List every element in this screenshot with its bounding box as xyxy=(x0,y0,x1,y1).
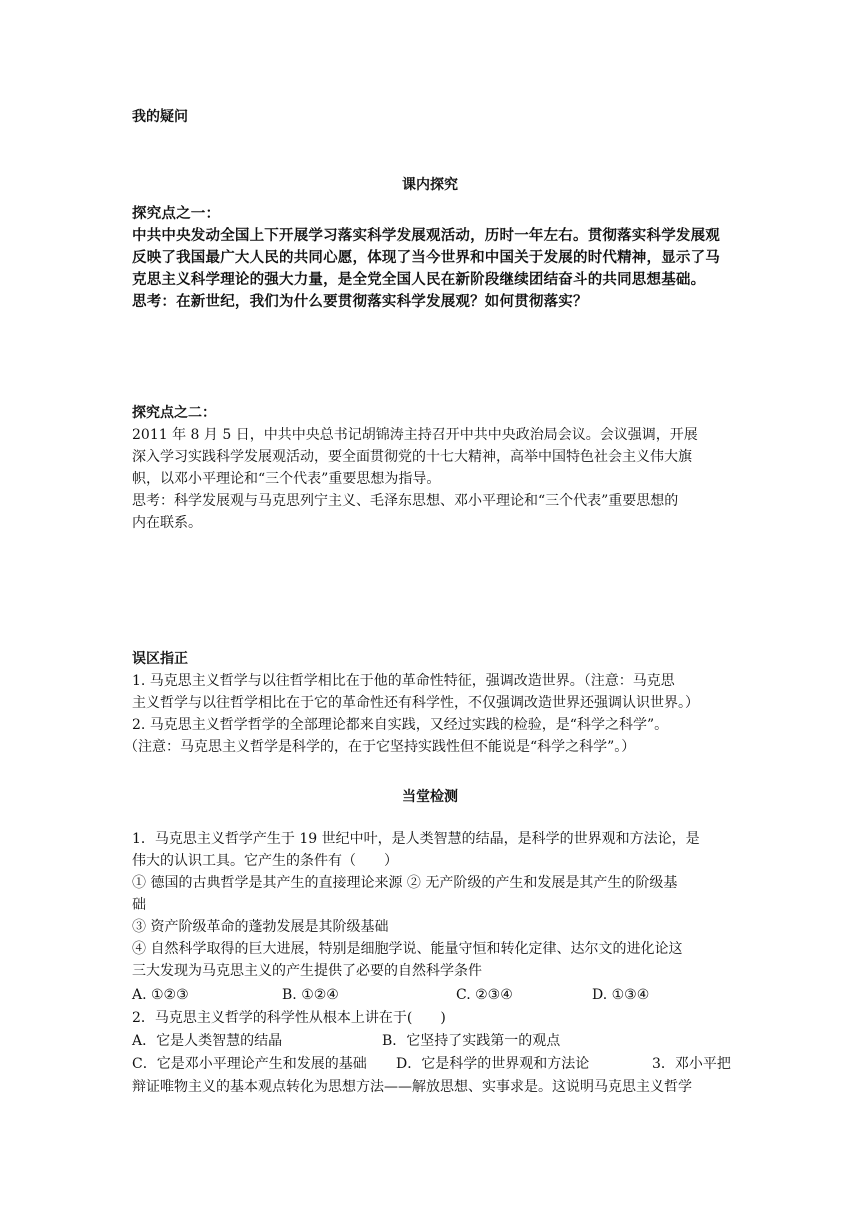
correction-title: 误区指正 xyxy=(132,651,188,667)
section-heading-questions: 我的疑问 xyxy=(132,109,188,125)
q1-option-d: D. ①③④ xyxy=(592,987,650,1003)
section-heading-explore: 课内探究 xyxy=(402,177,458,193)
q1-line: 伟大的认识工具。它产生的条件有（ ） xyxy=(132,853,398,869)
q1-line: 1．马克思主义哲学产生于 19 世纪中叶，是人类智慧的结晶，是科学的世界观和方法论，是 xyxy=(132,831,700,847)
point1-line: 中共中央发动全国上下开展学习落实科学发展观活动，历时一年左右。贯彻落实科学发展观 xyxy=(132,228,720,244)
correction-line: 主义哲学与以往哲学相比在于它的革命性还有科学性，不仅强调改造世界还强调认识世界。） xyxy=(132,695,699,711)
point1-line: 思考：在新世纪，我们为什么要贯彻落实科学发展观？如何贯彻落实？ xyxy=(132,294,588,310)
q1-line: ③ 资产阶级革命的蓬勃发展是其阶级基础 xyxy=(132,919,389,935)
q2-option-b: B．它坚持了实践第一的观点 xyxy=(382,1033,561,1049)
correction-line: （注意：马克思主义哲学是科学的，在于它坚持实践性但不能说是“科学之科学”。） xyxy=(124,739,636,755)
point2-line: 内在联系。 xyxy=(132,515,202,531)
q1-line: ④ 自然科学取得的巨大进展，特别是细胞学说、能量守恒和转化定律、达尔文的进化论这 xyxy=(132,941,683,957)
q1-option-c: C. ②③④ xyxy=(456,987,513,1003)
q2-stem: 2．马克思主义哲学的科学性从根本上讲在于( ) xyxy=(132,1010,446,1026)
q3-start: 3．邓小平把 xyxy=(652,1056,731,1072)
point1-line: 反映了我国最广大人民的共同心愿，体现了当今世界和中国关于发展的时代精神，显示了马 xyxy=(132,250,720,266)
correction-line: 2. 马克思主义哲学哲学的全部理论都来自实践，又经过实践的检验，是“科学之科学”。 xyxy=(132,717,669,733)
point2-line: 深入学习实践科学发展观活动，要全面贯彻党的十七大精神，高举中国特色社会主义伟大旗 xyxy=(132,449,692,465)
q1-line: ① 德国的古典哲学是其产生的直接理论来源 ② 无产阶级的产生和发展是其产生的阶级基 xyxy=(132,875,678,891)
q2-option-c: C．它是邓小平理论产生和发展的基础 xyxy=(132,1056,367,1072)
correction-line: 1. 马克思主义哲学与以往哲学相比在于他的革命性特征，强调改造世界。（注意：马克思 xyxy=(132,673,675,689)
q2-option-d: D．它是科学的世界观和方法论 xyxy=(396,1056,590,1072)
q1-option-a: A. ①②③ xyxy=(132,987,189,1003)
point2-line: 思考：科学发展观与马克思列宁主义、毛泽东思想、邓小平理论和“三个代表”重要思想的 xyxy=(132,493,679,509)
point1-title: 探究点之一： xyxy=(132,206,221,222)
q2-option-a: A．它是人类智慧的结晶 xyxy=(132,1033,283,1049)
q3-line: 辩证唯物主义的基本观点转化为思想方法——解放思想、实事求是。这说明马克思主义哲学 xyxy=(132,1079,692,1095)
q1-option-b: B. ①②④ xyxy=(282,987,339,1003)
point2-title: 探究点之二： xyxy=(132,405,216,421)
q1-line: 础 xyxy=(132,897,146,913)
point2-line: 帜，以邓小平理论和“三个代表”重要思想为指导。 xyxy=(132,471,441,487)
point1-line: 克思主义科学理论的强大力量，是全党全国人民在新阶段继续团结奋斗的共同思想基础。 xyxy=(132,272,706,288)
q1-line: 三大发现为马克思主义的产生提供了必要的自然科学条件 xyxy=(132,963,482,979)
point2-line: 2011 年 8 月 5 日，中共中央总书记胡锦涛主持召开中共中央政治局会议。会议强调，开展 xyxy=(132,427,698,443)
section-heading-test: 当堂检测 xyxy=(402,789,458,805)
